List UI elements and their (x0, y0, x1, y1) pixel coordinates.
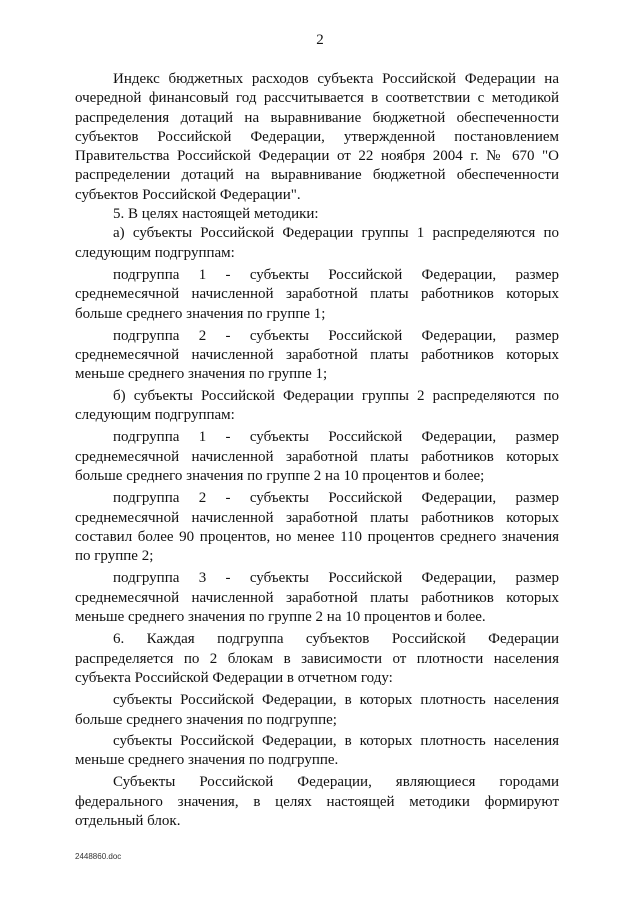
paragraph-budget-index: Индекс бюджетных расходов субъекта Российской Федерации на очередной финансовый год рассчитывается в соответствии с методикой распределения дотаций на выравнивание бюджетной обеспеченности субъектов Российской Федерации, утвержденной постановлением Правительства Российской Федерации от 22 ноября 2004 г. № 670 "О распределении дотаций на выравнивание бюджетной обеспеченности субъектов Российской Федерации". (75, 71, 559, 203)
paragraph-a-subgroup-1: подгруппа 1 - субъекты Российской Федерации, размер среднемесячной начисленной заработной платы работников которых больше среднего значения по группе 1; (75, 266, 559, 322)
paragraph-federal-cities: Субъекты Российской Федерации, являющиеся городами федерального значения, в целях настоящей методики формируют отдельный блок. (75, 774, 559, 829)
paragraph-density-above: субъекты Российской Федерации, в которых плотность населения больше среднего значения по подгруппе; (75, 692, 559, 728)
paragraph-a-subgroup-2: подгруппа 2 - субъекты Российской Федерации, размер среднемесячной начисленной заработной платы работников которых меньше среднего значения по группе 1; (75, 327, 559, 383)
page-number: 2 (316, 32, 324, 48)
paragraph-item-b: б) субъекты Российской Федерации группы 2 распределяются по следующим подгруппам: (75, 387, 559, 424)
paragraph-section-5: 5. В целях настоящей методики: (113, 206, 319, 223)
document-body (75, 70, 559, 831)
paragraph-density-below: субъекты Российской Федерации, в которых плотность населения меньше среднего значения по подгруппе. (75, 732, 559, 769)
paragraph-b-subgroup-3: подгруппа 3 - субъекты Российской Федерации, размер среднемесячной начисленной заработной платы работников которых меньше среднего значения по группе 2 на 10 процентов и более. (75, 570, 559, 626)
paragraph-b-subgroup-2: подгруппа 2 - субъекты Российской Федерации, размер среднемесячной начисленной заработной платы работников которых составил более 90 процентов, но менее 110 процентов среднего значения по группе 2; (75, 490, 559, 565)
paragraph-item-a: а) субъекты Российской Федерации группы 1 распределяются по следующим подгруппам: (75, 225, 559, 261)
paragraph-b-subgroup-1: подгруппа 1 - субъекты Российской Федерации, размер среднемесячной начисленной заработной платы работников которых больше среднего значения по группе 2 на 10 процентов и более; (75, 429, 559, 484)
paragraph-section-6: 6. Каждая подгруппа субъектов Российской Федерации распределяется по 2 блокам в зависимости от плотности населения субъекта Российской Федерации в отчетном году: (75, 631, 559, 686)
document-code: 2448860.doc (75, 852, 122, 861)
